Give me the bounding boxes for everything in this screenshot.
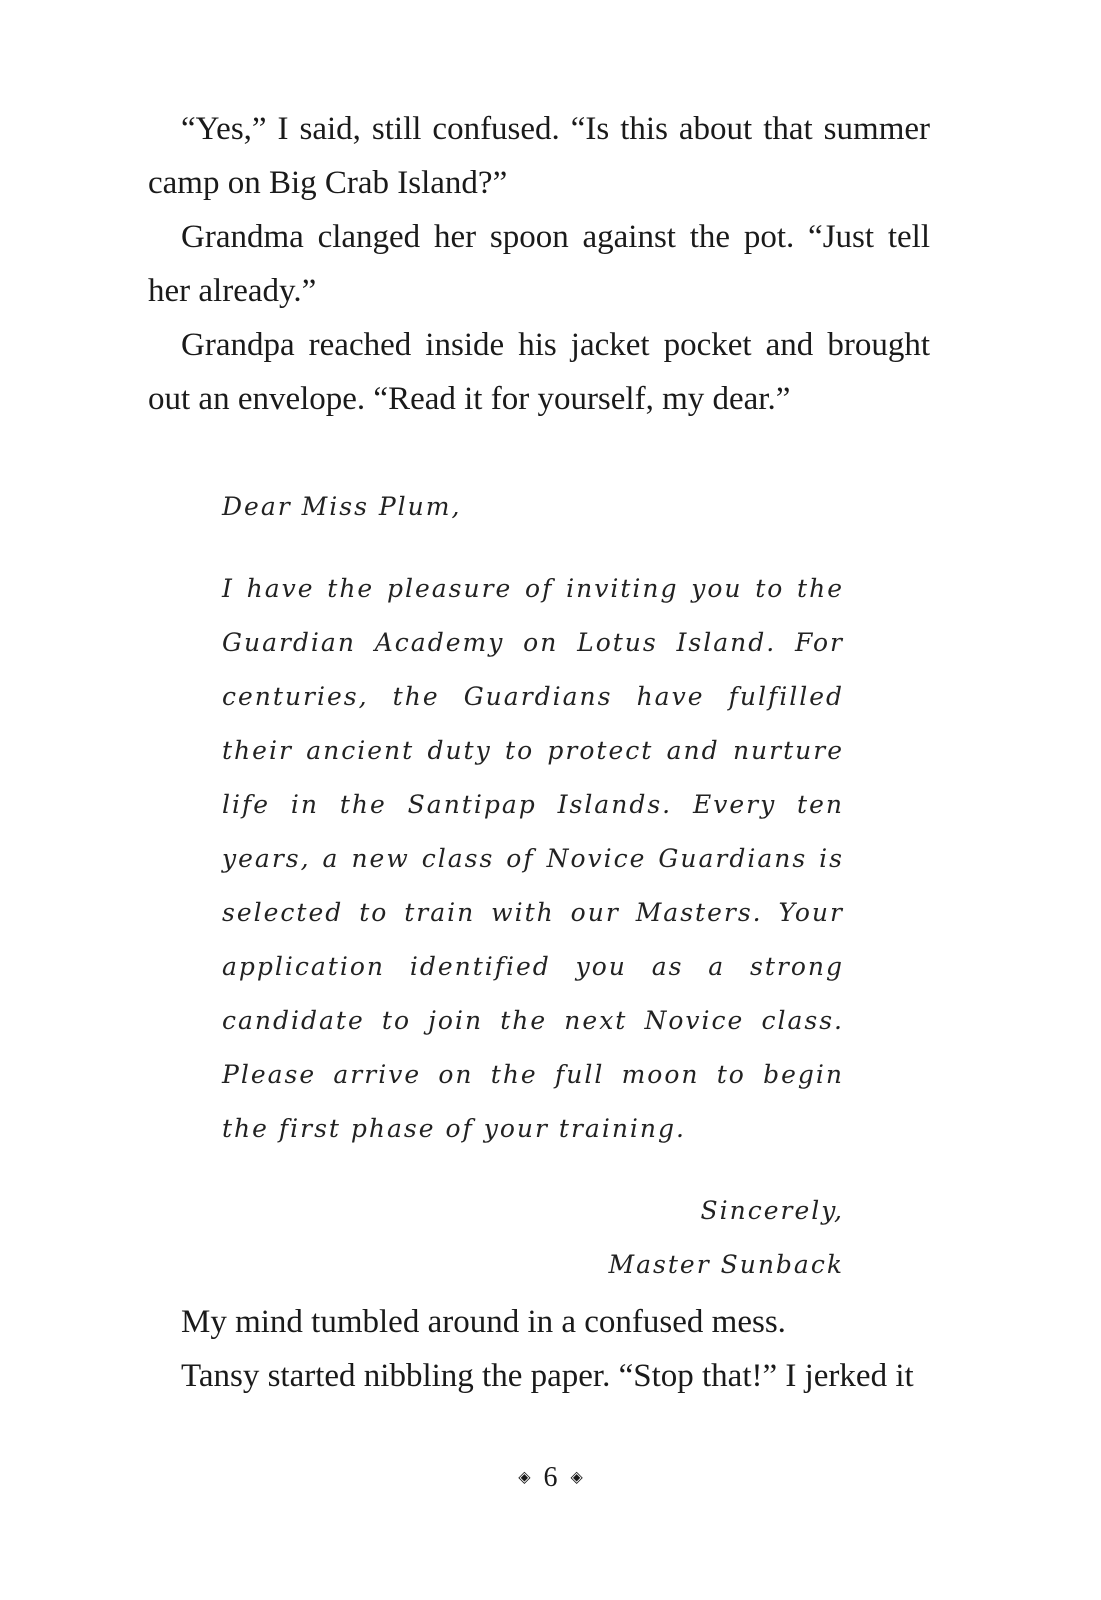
paragraph: Grandpa reached inside his jacket pocket and brought out an envelope. “Read it for yourself, my dear.”: [148, 327, 930, 417]
ornament-right-icon: ◈: [570, 1468, 583, 1486]
paragraph: Grandma clanged her spoon against the pot. “Just tell her already.”: [148, 219, 930, 309]
page-footer: [0, 1458, 1101, 1500]
letter-signature: Master Sunback: [608, 1250, 844, 1279]
letter-body: I have the pleasure of inviting you to the Guardian Academy on Lotus Island. For centuries, the Guardians have fulfilled their ancient duty to protect and nurture life in the Santipap Islands. Every ten years, a new class of Novice Guardians is selected to train with our Masters. Your application identified you as a strong candidate to join the next Novice class. Please arrive on the full moon to begin the first phase of your training.: [222, 574, 844, 1143]
narrative-top: [148, 102, 930, 426]
page-number: 6: [543, 1462, 558, 1493]
paragraph: “Yes,” I said, still confused. “Is this about that summer camp on Big Crab Island?”: [148, 111, 930, 201]
paragraph: Tansy started nibbling the paper. “Stop that!” I jerked it: [181, 1358, 914, 1394]
invitation-letter: [222, 480, 844, 1292]
letter-closing: Sincerely,: [700, 1196, 844, 1225]
ornament-left-icon: ◈: [518, 1468, 531, 1486]
narrative-bottom: [148, 1295, 930, 1403]
letter-salutation: Dear Miss Plum,: [222, 492, 462, 521]
paragraph: My mind tumbled around in a confused mess.: [181, 1304, 786, 1340]
